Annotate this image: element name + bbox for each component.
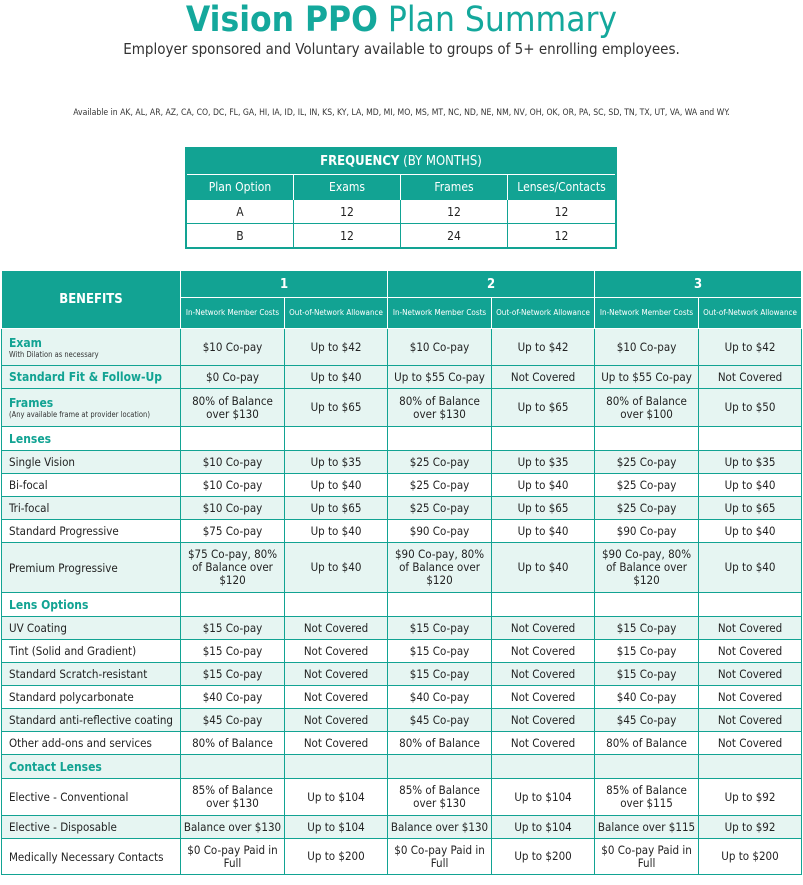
out-network-allowance: Up to $65 bbox=[285, 497, 388, 520]
benefit-row bbox=[2, 520, 802, 543]
out-network-header: Out-of-Network Allowance bbox=[699, 298, 802, 329]
out-network-allowance: Up to $104 bbox=[285, 816, 388, 839]
out-network-allowance: Up to $40 bbox=[699, 520, 802, 543]
out-network-allowance bbox=[285, 593, 388, 617]
in-network-cost: $10 Co-pay bbox=[595, 329, 699, 366]
benefit-label: Standard Progressive bbox=[2, 520, 181, 543]
out-network-allowance bbox=[492, 755, 595, 779]
out-network-allowance bbox=[285, 755, 388, 779]
out-network-allowance: Up to $65 bbox=[285, 389, 388, 427]
in-network-cost bbox=[181, 593, 285, 617]
benefit-row bbox=[2, 839, 802, 875]
out-network-allowance: Up to $40 bbox=[492, 520, 595, 543]
page-title bbox=[0, 0, 803, 40]
out-network-allowance: Up to $35 bbox=[492, 451, 595, 474]
frequency-col-header: Exams bbox=[294, 175, 401, 200]
in-network-cost bbox=[388, 593, 492, 617]
in-network-cost: $15 Co-pay bbox=[388, 663, 492, 686]
benefit-label: Standard polycarbonate bbox=[2, 686, 181, 709]
out-network-allowance: Up to $40 bbox=[492, 474, 595, 497]
out-network-allowance: Up to $65 bbox=[492, 497, 595, 520]
out-network-allowance: Not Covered bbox=[699, 686, 802, 709]
out-network-allowance: Up to $92 bbox=[699, 816, 802, 839]
benefit-label: Exam With Dilation as necessary bbox=[2, 329, 181, 366]
out-network-allowance: Up to $50 bbox=[699, 389, 802, 427]
benefit-label: Frames (Any available frame at provider location) bbox=[2, 389, 181, 427]
in-network-cost: $15 Co-pay bbox=[595, 617, 699, 640]
out-network-allowance: Up to $104 bbox=[492, 779, 595, 816]
benefit-label: Standard Fit & Follow-Up bbox=[2, 366, 181, 389]
in-network-cost bbox=[388, 427, 492, 451]
in-network-cost: $15 Co-pay bbox=[181, 617, 285, 640]
out-network-allowance: Up to $40 bbox=[285, 520, 388, 543]
frequency-cell: 24 bbox=[401, 224, 508, 249]
benefit-note: With Dilation as necessary bbox=[9, 349, 99, 359]
in-network-cost: $90 Co-pay, 80% of Balance over $120 bbox=[388, 543, 492, 593]
in-network-cost: $0 Co-pay Paid in Full bbox=[181, 839, 285, 875]
out-network-allowance: Up to $65 bbox=[699, 497, 802, 520]
frequency-cell: A bbox=[186, 200, 294, 224]
benefit-label: Contact Lenses bbox=[2, 755, 181, 779]
out-network-allowance: Up to $40 bbox=[285, 543, 388, 593]
out-network-allowance bbox=[492, 427, 595, 451]
plan-header: 1 bbox=[181, 271, 388, 298]
in-network-cost: $15 Co-pay bbox=[181, 640, 285, 663]
benefit-label: Standard Scratch-resistant bbox=[2, 663, 181, 686]
out-network-allowance: Not Covered bbox=[492, 686, 595, 709]
out-network-allowance: Not Covered bbox=[285, 732, 388, 755]
in-network-cost: 80% of Balance bbox=[181, 732, 285, 755]
benefit-label: Single Vision bbox=[2, 451, 181, 474]
benefit-row bbox=[2, 497, 802, 520]
out-network-allowance: Up to $40 bbox=[285, 366, 388, 389]
out-network-allowance: Not Covered bbox=[285, 686, 388, 709]
benefit-row bbox=[2, 617, 802, 640]
out-network-allowance: Not Covered bbox=[699, 732, 802, 755]
benefit-row bbox=[2, 593, 802, 617]
benefit-row bbox=[2, 451, 802, 474]
in-network-cost: $15 Co-pay bbox=[388, 640, 492, 663]
plan-header: 3 bbox=[595, 271, 802, 298]
out-network-allowance: Up to $200 bbox=[285, 839, 388, 875]
out-network-allowance: Up to $40 bbox=[699, 543, 802, 593]
out-network-header: Out-of-Network Allowance bbox=[492, 298, 595, 329]
out-network-allowance: Not Covered bbox=[285, 617, 388, 640]
out-network-allowance: Not Covered bbox=[285, 663, 388, 686]
benefit-label: Tri-focal bbox=[2, 497, 181, 520]
in-network-cost: $25 Co-pay bbox=[388, 474, 492, 497]
in-network-header: In-Network Member Costs bbox=[595, 298, 699, 329]
frequency-col-header: Frames bbox=[401, 175, 508, 200]
out-network-allowance: Not Covered bbox=[285, 640, 388, 663]
benefit-row bbox=[2, 816, 802, 839]
frequency-title: FREQUENCY (BY MONTHS) bbox=[186, 148, 616, 175]
in-network-cost: $40 Co-pay bbox=[181, 686, 285, 709]
in-network-cost: $10 Co-pay bbox=[181, 329, 285, 366]
frequency-cell: 12 bbox=[508, 200, 617, 224]
title-light: Plan Summary bbox=[387, 0, 618, 40]
in-network-cost bbox=[181, 755, 285, 779]
out-network-allowance bbox=[492, 593, 595, 617]
title-bold: Vision PPO bbox=[185, 0, 378, 40]
out-network-allowance: Up to $40 bbox=[699, 474, 802, 497]
benefit-row bbox=[2, 640, 802, 663]
frequency-cell: 12 bbox=[508, 224, 617, 249]
frequency-row bbox=[186, 200, 616, 224]
out-network-allowance: Up to $35 bbox=[699, 451, 802, 474]
out-network-allowance: Up to $40 bbox=[285, 474, 388, 497]
benefits-table bbox=[1, 270, 802, 875]
frequency-table bbox=[185, 147, 617, 249]
benefit-row bbox=[2, 732, 802, 755]
benefit-row bbox=[2, 709, 802, 732]
out-network-allowance: Not Covered bbox=[492, 709, 595, 732]
benefit-label: Medically Necessary Contacts bbox=[2, 839, 181, 875]
in-network-cost: $15 Co-pay bbox=[595, 663, 699, 686]
page-subtitle: Employer sponsored and Voluntary available to groups of 5+ enrolling employees. bbox=[123, 40, 680, 58]
in-network-cost: 80% of Balance over $100 bbox=[595, 389, 699, 427]
benefit-row bbox=[2, 686, 802, 709]
benefit-row bbox=[2, 366, 802, 389]
benefits-body bbox=[2, 329, 802, 875]
in-network-cost: $25 Co-pay bbox=[388, 497, 492, 520]
in-network-cost: $10 Co-pay bbox=[181, 474, 285, 497]
in-network-cost: 80% of Balance over $130 bbox=[388, 389, 492, 427]
frequency-cell: 12 bbox=[294, 224, 401, 249]
out-network-allowance: Up to $92 bbox=[699, 779, 802, 816]
in-network-cost: $45 Co-pay bbox=[181, 709, 285, 732]
in-network-cost: $90 Co-pay bbox=[595, 520, 699, 543]
benefit-label: Lens Options bbox=[2, 593, 181, 617]
in-network-cost: $15 Co-pay bbox=[388, 617, 492, 640]
out-network-allowance: Not Covered bbox=[492, 617, 595, 640]
out-network-allowance: Not Covered bbox=[492, 366, 595, 389]
in-network-cost: $10 Co-pay bbox=[181, 451, 285, 474]
in-network-cost: $25 Co-pay bbox=[595, 474, 699, 497]
benefit-row bbox=[2, 389, 802, 427]
in-network-cost: Balance over $115 bbox=[595, 816, 699, 839]
in-network-header: In-Network Member Costs bbox=[388, 298, 492, 329]
in-network-cost: $75 Co-pay, 80% of Balance over $120 bbox=[181, 543, 285, 593]
frequency-cell: 12 bbox=[294, 200, 401, 224]
benefit-label: UV Coating bbox=[2, 617, 181, 640]
out-network-allowance: Up to $35 bbox=[285, 451, 388, 474]
frequency-row bbox=[186, 224, 616, 249]
in-network-cost: 85% of Balance over $115 bbox=[595, 779, 699, 816]
in-network-cost: $25 Co-pay bbox=[595, 497, 699, 520]
out-network-allowance bbox=[699, 593, 802, 617]
out-network-allowance: Not Covered bbox=[492, 640, 595, 663]
out-network-allowance: Not Covered bbox=[699, 640, 802, 663]
in-network-header: In-Network Member Costs bbox=[181, 298, 285, 329]
out-network-allowance: Up to $200 bbox=[492, 839, 595, 875]
benefit-row bbox=[2, 779, 802, 816]
benefit-row bbox=[2, 474, 802, 497]
frequency-cell: B bbox=[186, 224, 294, 249]
in-network-cost: $0 Co-pay Paid in Full bbox=[388, 839, 492, 875]
out-network-allowance: Not Covered bbox=[285, 709, 388, 732]
in-network-cost: $75 Co-pay bbox=[181, 520, 285, 543]
frequency-col-header: Lenses/Contacts bbox=[508, 175, 617, 200]
benefits-header: BENEFITS bbox=[2, 271, 181, 329]
plan-header: 2 bbox=[388, 271, 595, 298]
in-network-cost: Balance over $130 bbox=[181, 816, 285, 839]
in-network-cost: $15 Co-pay bbox=[595, 640, 699, 663]
benefit-label: Lenses bbox=[2, 427, 181, 451]
out-network-allowance: Not Covered bbox=[492, 663, 595, 686]
frequency-cell: 12 bbox=[401, 200, 508, 224]
in-network-cost bbox=[388, 755, 492, 779]
in-network-cost: 85% of Balance over $130 bbox=[181, 779, 285, 816]
frequency-col-header: Plan Option bbox=[186, 175, 294, 200]
in-network-cost: $0 Co-pay bbox=[181, 366, 285, 389]
out-network-allowance: Not Covered bbox=[699, 709, 802, 732]
in-network-cost: $25 Co-pay bbox=[595, 451, 699, 474]
out-network-allowance: Not Covered bbox=[699, 663, 802, 686]
in-network-cost: $15 Co-pay bbox=[181, 663, 285, 686]
out-network-allowance: Not Covered bbox=[492, 732, 595, 755]
out-network-allowance: Not Covered bbox=[699, 617, 802, 640]
out-network-allowance: Up to $104 bbox=[492, 816, 595, 839]
in-network-cost: 80% of Balance over $130 bbox=[181, 389, 285, 427]
in-network-cost: Balance over $130 bbox=[388, 816, 492, 839]
in-network-cost: $40 Co-pay bbox=[388, 686, 492, 709]
out-network-header: Out-of-Network Allowance bbox=[285, 298, 388, 329]
benefit-label: Standard anti-reflective coating bbox=[2, 709, 181, 732]
in-network-cost: $90 Co-pay, 80% of Balance over $120 bbox=[595, 543, 699, 593]
benefit-row bbox=[2, 329, 802, 366]
out-network-allowance: Up to $104 bbox=[285, 779, 388, 816]
in-network-cost: $0 Co-pay Paid in Full bbox=[595, 839, 699, 875]
in-network-cost: $45 Co-pay bbox=[595, 709, 699, 732]
benefit-row bbox=[2, 543, 802, 593]
out-network-allowance: Up to $40 bbox=[492, 543, 595, 593]
benefit-label: Bi-focal bbox=[2, 474, 181, 497]
in-network-cost: $10 Co-pay bbox=[181, 497, 285, 520]
benefit-row bbox=[2, 663, 802, 686]
in-network-cost: $25 Co-pay bbox=[388, 451, 492, 474]
benefit-label: Elective - Conventional bbox=[2, 779, 181, 816]
in-network-cost: $10 Co-pay bbox=[388, 329, 492, 366]
in-network-cost: 80% of Balance bbox=[388, 732, 492, 755]
benefit-label: Premium Progressive bbox=[2, 543, 181, 593]
in-network-cost: Up to $55 Co-pay bbox=[595, 366, 699, 389]
out-network-allowance: Up to $200 bbox=[699, 839, 802, 875]
out-network-allowance: Up to $65 bbox=[492, 389, 595, 427]
states-availability: Available in AK, AL, AR, AZ, CA, CO, DC, FL, GA, HI, IA, ID, IL, IN, KS, KY, LA, MD, MI, MO, MS, MT, NC, ND, NE, NM, NV, OH, OK, OR, PA, SC, SD, TN, TX, UT, VA, WA and WY. bbox=[73, 108, 730, 118]
out-network-allowance: Up to $42 bbox=[285, 329, 388, 366]
in-network-cost: Up to $55 Co-pay bbox=[388, 366, 492, 389]
benefit-label: Tint (Solid and Gradient) bbox=[2, 640, 181, 663]
in-network-cost: $90 Co-pay bbox=[388, 520, 492, 543]
in-network-cost: 85% of Balance over $130 bbox=[388, 779, 492, 816]
out-network-allowance: Up to $42 bbox=[699, 329, 802, 366]
out-network-allowance bbox=[285, 427, 388, 451]
benefit-note: (Any available frame at provider location) bbox=[9, 410, 150, 419]
in-network-cost bbox=[595, 755, 699, 779]
benefit-label: Other add-ons and services bbox=[2, 732, 181, 755]
in-network-cost: $40 Co-pay bbox=[595, 686, 699, 709]
out-network-allowance: Up to $42 bbox=[492, 329, 595, 366]
in-network-cost bbox=[181, 427, 285, 451]
out-network-allowance: Not Covered bbox=[699, 366, 802, 389]
benefit-row bbox=[2, 427, 802, 451]
in-network-cost: $45 Co-pay bbox=[388, 709, 492, 732]
out-network-allowance bbox=[699, 755, 802, 779]
in-network-cost: 80% of Balance bbox=[595, 732, 699, 755]
benefit-label: Elective - Disposable bbox=[2, 816, 181, 839]
in-network-cost bbox=[595, 593, 699, 617]
benefit-row bbox=[2, 755, 802, 779]
out-network-allowance bbox=[699, 427, 802, 451]
in-network-cost bbox=[595, 427, 699, 451]
